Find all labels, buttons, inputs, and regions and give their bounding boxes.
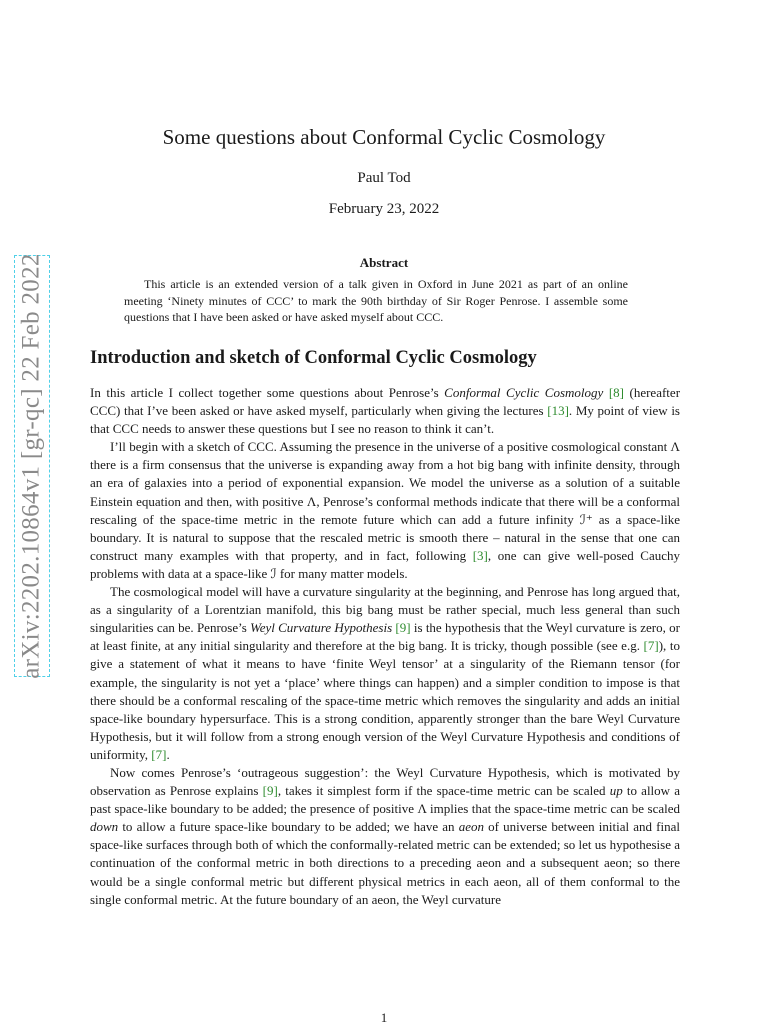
text-run: ), to give a statement of what it means to have ‘finite Weyl tensor’ at a singularity of the Riemann tensor (for example, the singularity is not yet a ‘place’ where things can happen) and a simpler condition to impose is that there should be a conformal rescaling of the space-time metric which removes the singularity and adds an initial space-like boundary hypersurface. This is a strong condition, apparently stronger than the bare Weyl Curvature Hypothesis, but it will follow from a strong enough version of the Weyl Curvature Hypothesis and conditions of uniformity, [90, 638, 680, 762]
abstract-text: This article is an extended version of a talk given in Oxford in June 2021 as part of an online meeting ‘Ninety minutes of CCC’ to mark the 90th birthday of Sir Roger Penrose. I assemble some questions that I have been asked or have asked myself about CCC. [124, 277, 628, 324]
citation-link[interactable]: [3] [472, 547, 488, 563]
text-run: Now comes Penrose’s ‘outrageous suggestion’: the Weyl Curvature Hypothesis, which is motivated by observation as Penrose explains [90, 764, 680, 799]
text-run: , one can give well-posed Cauchy problems with data at a space-like ℐ for many matter models. [90, 547, 680, 581]
paragraph-3 [90, 583, 680, 764]
text-run: , takes it simplest form if the space-time metric can be scaled [277, 783, 610, 799]
citation-link[interactable]: [9] [262, 783, 278, 799]
text-run: of universe between initial and final space-like surfaces through both of which the conformally-related metric can be extended; so let us hypothesise a continuation of the conformal metric in both directions to a preceding aeon and a subsequent aeon; so there would be a single conformal metric but different physical metrics in each aeon, all of them conformal to the single conformal metric. At the future boundary of an aeon, the Weyl curvature [90, 819, 680, 907]
emphasis-text: Conformal Cyclic Cosmology [444, 385, 604, 400]
page-number: 1 [380, 1010, 388, 1025]
paper-date: February 23, 2022 [328, 201, 440, 217]
text-run: . My point of view is that CCC needs to answer these questions but I see no reason to think it can’t. [90, 403, 680, 437]
text-run: to allow a past space-like boundary to be added; the presence of positive Λ implies that the space-time metric can be scaled [90, 783, 680, 817]
citation-link[interactable]: [7] [151, 746, 167, 762]
emphasis-text: up [609, 783, 623, 799]
citation-link[interactable]: [7] [643, 638, 659, 654]
citation-link[interactable]: [9] [395, 620, 411, 636]
body-text [90, 384, 680, 909]
arxiv-identifier: arXiv:2202.10864v1 [gr-qc] 22 Feb 2022 [18, 253, 46, 679]
emphasis-text: Weyl Curvature Hypothesis [250, 620, 393, 636]
paragraph-1 [90, 384, 680, 438]
emphasis-text: down [90, 819, 119, 835]
paper-title: Some questions about Conformal Cyclic Cosmology [162, 125, 606, 149]
text-run: (hereafter CCC) that I’ve been asked or have asked myself, particularly when giving the lectures [90, 385, 681, 419]
author-name: Paul Tod [357, 170, 411, 186]
emphasis-text: aeon [458, 819, 484, 835]
abstract-heading: Abstract [359, 255, 409, 270]
paragraph-4 [90, 764, 680, 909]
text-run: I’ll begin with a sketch of CCC. Assuming the presence in the universe of a positive cosmological constant Λ there is a firm consensus that the universe is expanding away from a hot big bang with infinite density, through an era of galaxies into a period of exponential expansion. We model the universe as a solution of a suitable Einstein equation and then, with positive Λ, Penrose’s conformal methods indicate that there will be a conformal rescaling of the space-time metric in the remote future which can add a future infinity ℐ⁺ as a space-like boundary. It is natural to suppose that the rescaled metric is smooth there – natural in the sense that one can construct many examples with that property, and in fact, following [90, 439, 680, 563]
text-run: to allow a future space-like boundary to be added; we have an [118, 819, 459, 835]
section-title: Introduction and sketch of Conformal Cyclic Cosmology [90, 348, 537, 368]
arxiv-stamp [14, 255, 50, 677]
text-run: is the hypothesis that the Weyl curvature is zero, or at least finite, at any initial singularity and therefore at the big bang. It is tricky, though possible (see e.g. [90, 620, 680, 654]
citation-link[interactable]: [13] [547, 403, 569, 419]
text-run: . [166, 746, 170, 762]
text-run: The cosmological model will have a curvature singularity at the beginning, and Penrose has long argued that, as a singularity of a Lorentzian manifold, this big bang must be rather special, much less general than such singularities can be. Penrose’s [90, 584, 680, 636]
text-run: In this article I collect together some questions about Penrose’s [90, 385, 445, 400]
citation-link[interactable]: [8] [608, 385, 624, 400]
paragraph-2 [90, 438, 680, 583]
